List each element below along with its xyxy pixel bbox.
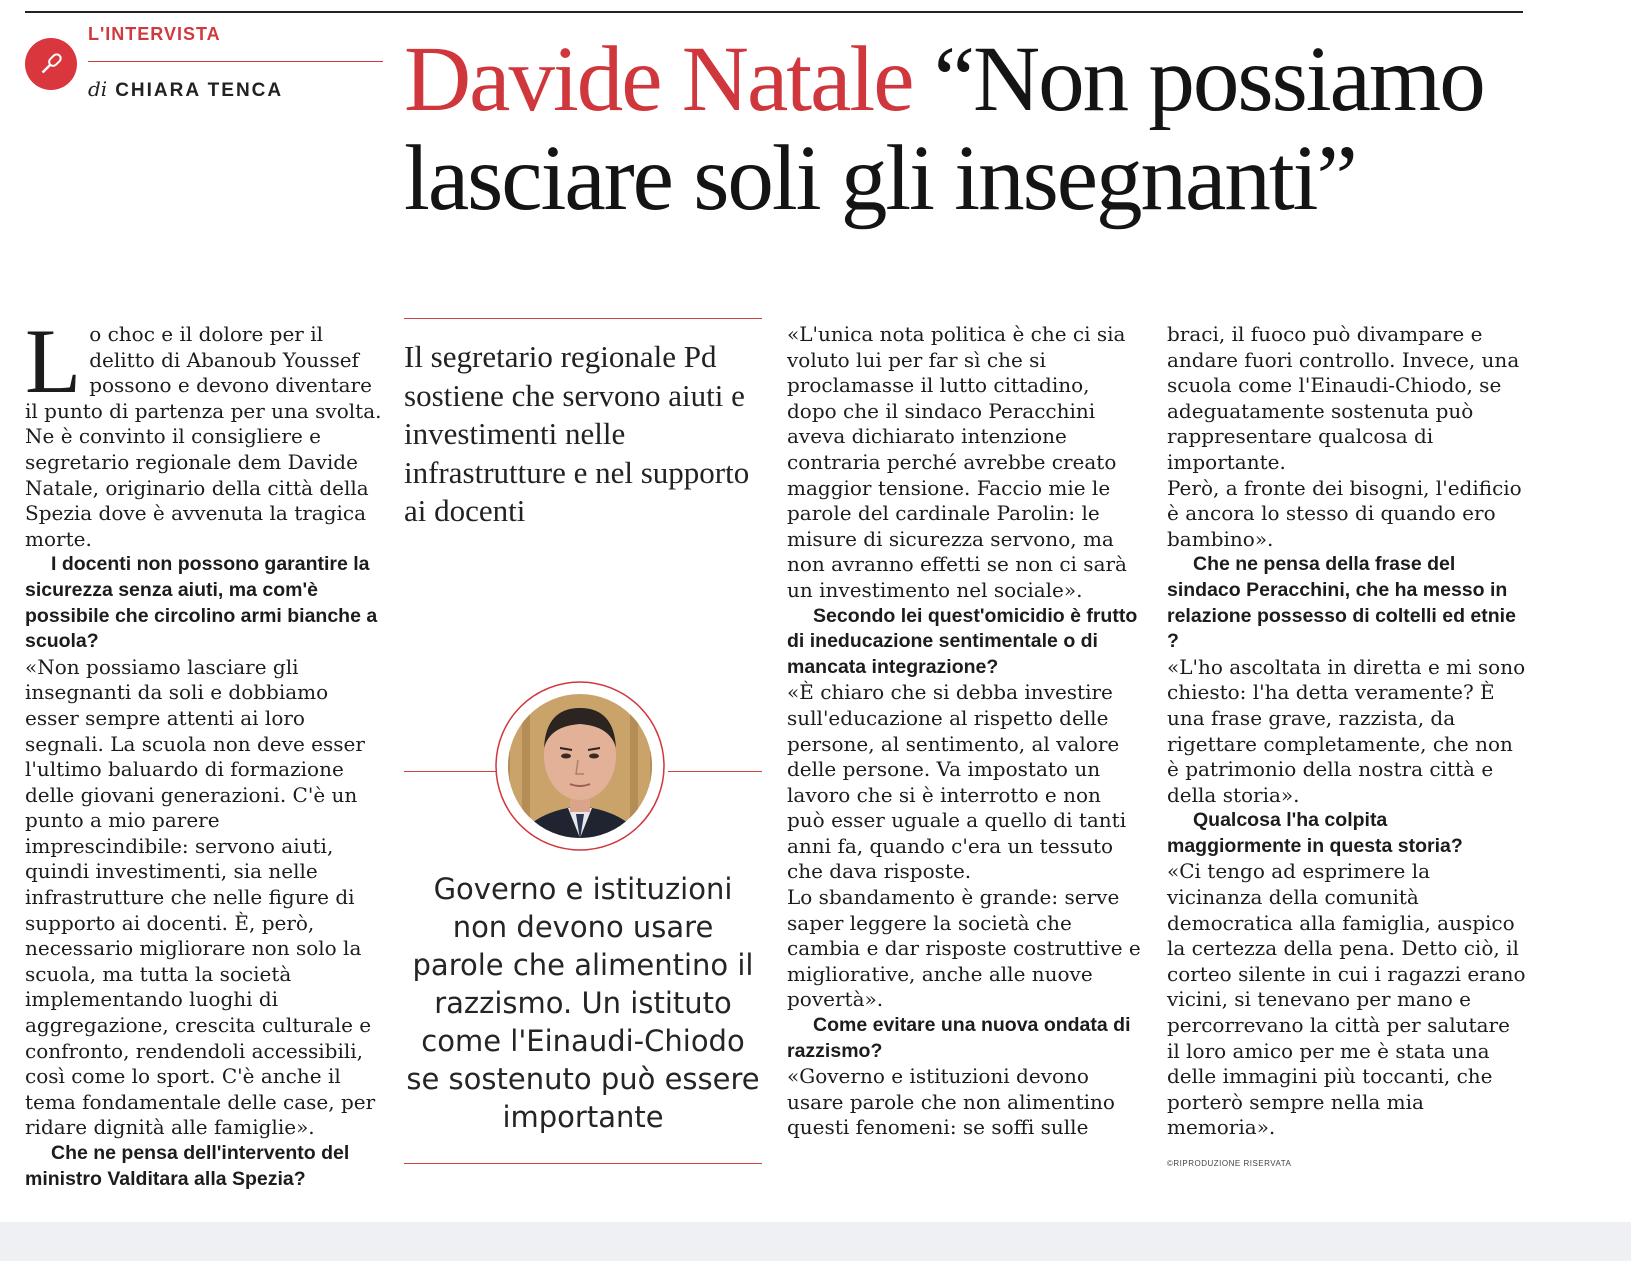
intro-text: o choc e il dolore per il delitto di Abanoub Youssef possono e devono diventare il punto di partenza per una svolta. Ne è convinto il consigliere e segretario regionale dem Davide Natale, originario della città della Spezia dove è avvenuta la tragica morte. [25,322,382,551]
question-2: Che ne pensa dell'intervento del ministro Valditara alla Spezia? [25,1142,350,1190]
microphone-badge [25,38,77,90]
author-name: CHIARA TENCA [115,80,284,101]
answer-4b: braci, il fuoco può divampare e andare fuori controllo. Invece, una scuola come l'Einaudi-Chiodo, se adeguatamente sostenuta può rappresentare qualcosa di importante. [1167,322,1520,474]
question-1: I docenti non possono garantire la sicurezza senza aiuti, ma com'è possibile che circolino armi bianche a scuola? [25,553,378,653]
byline-prefix: di [88,77,108,101]
pull-quote: Governo e istituzioni non devono usare parole che alimentino il razzismo. Un istituto come l'Einaudi-Chiodo se sostenuto può essere importante [406,872,760,1134]
answer-6: «Ci tengo ad esprimere la vicinanza della comunità democratica alla famiglia, auspico la certezza della pena. Detto ciò, il corteo silente in cui i ragazzi erano vicini, si tenevano per mano e percorrevano la città per salutare il loro amico per me è stata una delle immagini più toccanti, che porterò sempre nella mia memoria». [1167,859,1526,1140]
answer-4a: «Governo e istituzioni devono usare parole che non alimentino questi fenomeni: se soffi sulle [787,1064,1115,1140]
answer-2: «L'unica nota politica è che ci sia voluto lui per far sì che si proclamasse il lutto cittadino, dopo che il sindaco Peracchini aveva dichiarato intenzione contraria perché avrebbe creato maggior tensione. Faccio mie le parole del cardinale Parolin: le misure di sicurezza servono, ma non avranno effetti se non ci sarà un investimento nel sociale». [787,322,1127,602]
article-column-1 [25,310,383,1192]
answer-3a: «È chiaro che si debba investire sull'educazione al rispetto delle persone, al sentimento, al valore delle persone. Va impostato un lavoro che si è interrotto e non può esser uguale a quello di tanti anni fa, quando c'era un tessuto che dava risposte. [787,680,1127,884]
summary: Il segretario regionale Pd sostiene che servono aiuti e investimenti nelle infrastrutture e nel supporto ai docenti [404,339,750,528]
headline-quote: “Non possiamo lasciare soli gli insegnanti” [404,28,1484,230]
question-6: Qualcosa l'ha colpita maggiormente in questa storia? [1167,809,1463,857]
photo-rule-left [404,771,496,772]
dropcap: L [25,310,82,412]
answer-4c: Però, a fronte dei bisogni, l'edificio è ancora lo stesso di quando ero bambino». [1167,475,1522,551]
quote-rule [404,1163,762,1164]
answer-1: «Non possiamo lasciare gli insegnanti da soli e dobbiamo esser sempre attenti ai loro segnali. La scuola non deve esser l'ultimo baluardo di formazione delle giovani generazioni. C'è un punto a mio parere imprescindibile: servono aiuti, quindi investimenti, sia nelle infrastrutture che nelle figure di supporto ai docenti. È, però, necessario migliorare non solo la scuola, ma tutta la società implementando luoghi di aggregazione, crescita culturale e confronto, rendendoli accessibili, così come lo sport. C'è anche il tema fondamentale delle case, per ridare dignità alle famiglie». [25,654,376,1140]
section-label: L'INTERVISTA [88,24,221,44]
intro-paragraph [25,310,383,552]
byline [88,77,283,102]
article-column-4 [1167,322,1527,1177]
label-rule [88,61,383,62]
summary-rule [404,318,762,319]
portrait-image [492,678,668,854]
copyright-notice: ©RIPRODUZIONE RISERVATA [1167,1159,1292,1168]
bottom-band [0,1222,1631,1261]
microphone-icon [36,49,66,79]
answer-5: «L'ho ascoltata in diretta e mi sono chiesto: l'ha detta veramente? È una frase grave, razzista, da rigettare completamente, che non è patrimonio della nostra città e della storia». [1167,654,1526,807]
headline-name: Davide Natale [404,28,913,131]
photo-rule-right [668,771,762,772]
headline [404,30,1564,228]
question-4: Come evitare una nuova ondata di razzismo? [787,1014,1131,1062]
answer-3b: Lo sbandamento è grande: serve saper leggere la società che cambia e dar risposte costruttive e migliorative, anche alle nuove povertà». [787,885,1141,1012]
top-rule [25,11,1523,13]
author-photo [492,678,668,854]
question-5: Che ne pensa della frase del sindaco Peracchini, che ha messo in relazione possesso di coltelli ed etnie ? [1167,553,1516,653]
article-column-3 [787,322,1143,1141]
question-3: Secondo lei quest'omicidio è frutto di ineducazione sentimentale o di mancata integrazione? [787,604,1138,678]
